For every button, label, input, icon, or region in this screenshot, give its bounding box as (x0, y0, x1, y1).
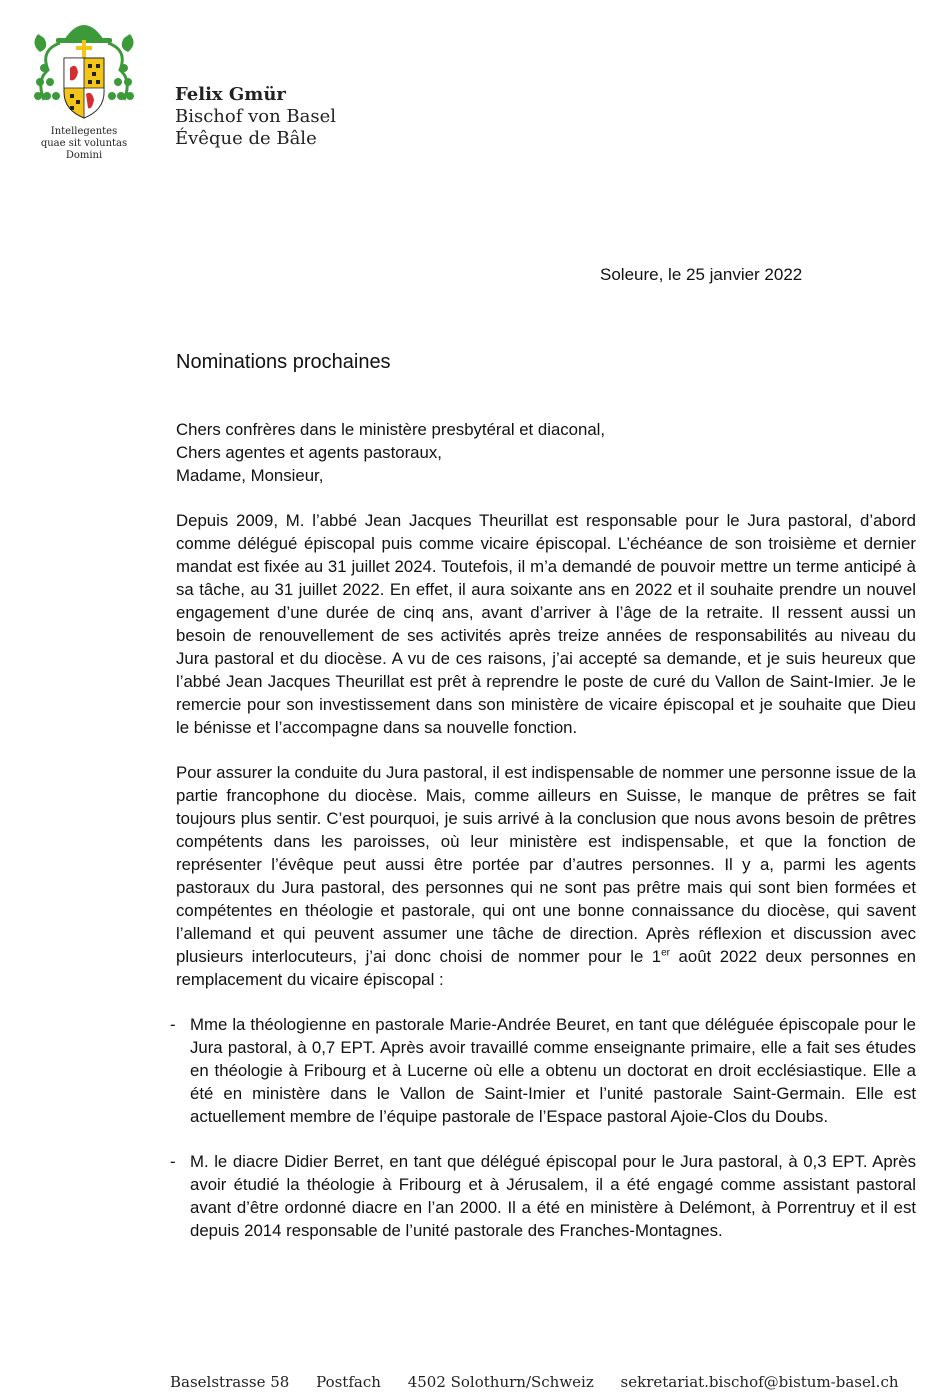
salutation-line: Chers confrères dans le ministère presbytéral et diaconal, (176, 420, 606, 439)
footer-email[interactable]: sekretariat.bischof@bistum-basel.ch (620, 1373, 899, 1391)
letter-subject: Nominations prochaines (176, 351, 391, 373)
list-item-text: Mme la théologienne en pastorale Marie-Andrée Beuret, en tant que déléguée épiscopale pour le Jura pastoral, à 0,7 EPT. Après avoir travaillé comme enseignante primaire, elle a fait ses études en théologie à Fribourg et à Lucerne où elle a obtenu un doctorat en droit ecclésiastique. Elle a été en ministère dans le Vallon de Saint-Imier et l’unité pastorale Saint-Germain. Elle est actuellement membre de l’équipe pastorale de l’Espace pastoral Ajoie-Clos du Doubs. (190, 1015, 916, 1126)
footer-box: Postfach (316, 1373, 381, 1391)
letter-footer (170, 1373, 910, 1391)
motto-line-2: quae sit voluntas Domini (40, 138, 128, 161)
salutation-line: Chers agentes et agents pastoraux, (176, 443, 442, 462)
letterhead-sender (175, 84, 336, 150)
crest-motto (22, 126, 146, 162)
sender-title-fr: Évêque de Bâle (175, 128, 317, 149)
list-item (170, 1013, 916, 1128)
list-dash: - (170, 1152, 176, 1171)
letter-date: Soleure, le 25 janvier 2022 (600, 265, 803, 284)
paragraph-2-text: Pour assurer la conduite du Jura pastoral, il est indispensable de nommer une personne issue de la partie francophone du diocèse. Mais, comme ailleurs en Suisse, le manque de prêtres se fait toujours plus sentir. C’est pourquoi, je suis arrivé à la conclusion que nous avons besoin de prêtres compétents dans les paroisses, où leur ministère est indispensable, et que la fonction de représenter l’évêque peut aussi être portée par d’autres personnes. Il y a, parmi les agents pastoraux du Jura pastoral, des personnes qui ne sont pas prêtre mais qui sont bien formées et compétentes en théologie et pastorale, qui ont une bonne connaissance du diocèse, qui savent l’allemand et qui peuvent assumer une tâche de direction. Après réflexion et discussion avec plusieurs interlocuteurs, j’ai donc choisi de nommer pour le 1 (176, 763, 916, 966)
paragraph-1: Depuis 2009, M. l’abbé Jean Jacques Theurillat est responsable pour le Jura pastoral, d’abord comme délégué épiscopal puis comme vicaire épiscopal. L’échéance de son troisième et dernier mandat est fixée au 31 juillet 2024. Toutefois, il m’a demandé de pouvoir mettre un terme anticipé à sa tâche, au 31 juillet 2022. En effet, il aura soixante ans en 2022 et il souhaite prendre un nouvel engagement d’une durée de cinq ans, avant d’arriver à l’âge de la retraite. Il ressent aussi un besoin de renouvellement de ses activités après treize années de responsabilités au niveau du Jura pastoral et du diocèse. A vu de ces raisons, j’ai accepté sa demande, et je suis heureux que l’abbé Jean Jacques Theurillat est prêt à reprendre le poste de curé du Vallon de Saint-Imier. Je le remercie pour son investissement dans son ministère de vicaire épiscopal et je souhaite que Dieu le bénisse et l’accompagne dans sa nouvelle fonction. (176, 511, 916, 737)
footer-street: Baselstrasse 58 (170, 1373, 290, 1391)
footer-city: 4502 Solothurn/Schweiz (407, 1373, 594, 1391)
coat-of-arms-icon (30, 10, 138, 130)
sender-title-de: Bischof von Basel (175, 106, 337, 127)
paragraph-2 (176, 761, 916, 991)
list-item-text: M. le diacre Didier Berret, en tant que délégué épiscopal pour le Jura pastoral, à 0,3 EPT. Après avoir étudié la théologie à Fribourg et à Jérusalem, il a été engagé comme assistant pastoral avant d’être ordonné diacre en l’an 2000. Il a été en ministère à Delémont, à Porrentruy et il est depuis 2014 responsable de l’unité pastorale des Franches-Montagnes. (190, 1152, 916, 1240)
motto-line-1: Intellegentes (50, 126, 118, 137)
salutation-line: Madame, Monsieur, (176, 466, 324, 485)
paragraph-2-text-end: août 2022 deux personnes en remplacement du vicaire épiscopal : (176, 947, 916, 989)
list-dash: - (170, 1015, 176, 1034)
sender-name: Felix Gmür (175, 84, 286, 105)
salutation (176, 418, 916, 487)
list-item (170, 1150, 916, 1242)
nominee-list (170, 1013, 916, 1242)
letter-body (170, 418, 916, 1264)
ordinal-suffix: er (661, 947, 671, 959)
